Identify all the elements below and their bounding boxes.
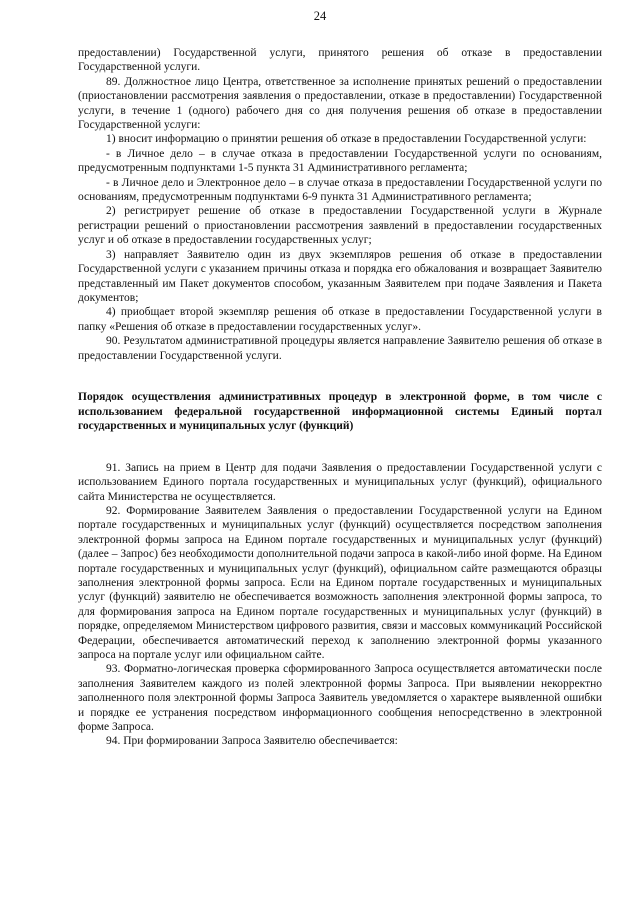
paragraph-93: 93. Форматно-логическая проверка сформированного Запроса осуществляется автоматически после заполнения Заявителем каждого из полей электронной формы Запроса. При выявлении некорректно заполненного поля электронной формы Запроса Заявитель уведомляется о характере выявленной ошибки и порядке ее устранения посредством информационного сообщения непосредственно в электронной форме Запроса. bbox=[78, 663, 602, 734]
paragraph-continuation: предоставлении) Государственной услуги, принятого решения об отказе в предоставлении Государственной услуги. bbox=[78, 47, 602, 74]
paragraph-89-item-3: 3) направляет Заявителю один из двух экземпляров решения об отказе в предоставлении Государственной услуги с указанием причины отказа и порядка его обжалования и возвращает Заявителю представленный им Пакет документов способом, указанным Заявителем при подаче Заявления и Пакета документов; bbox=[78, 248, 602, 304]
paragraph-89-item-1-sub-b: - в Личное дело и Электронное дело – в случае отказа в предоставлении Государственной услуги по основаниям, предусмотренным подпунктами 6-9 пункта 31 Административного регламента; bbox=[78, 176, 602, 204]
paragraph-89-item-4: 4) приобщает второй экземпляр решения об отказе в предоставлении Государственной услуги в папку «Решения об отказе в предоставлении государственных услуг». bbox=[78, 306, 602, 333]
paragraph-89-item-1-sub-a: - в Личное дело – в случае отказа в предоставлении Государственной услуги по основаниям, предусмотренным подпунктами 1-5 пункта 31 Административного регламента; bbox=[78, 147, 602, 175]
paragraph-94: 94. При формировании Запроса Заявителю обеспечивается: bbox=[106, 735, 398, 748]
paragraph-89: 89. Должностное лицо Центра, ответственное за исполнение принятых решений о предоставлении (приостановлении рассмотрения заявления о предоставлении, отказе в предоставлении) Государственной услуги, в течение 1 (одного) рабочего дня со дня получения решения об отказе в предоставлении Государственной услуги: bbox=[78, 75, 602, 132]
paragraph-92: 92. Формирование Заявителем Заявления о предоставлении Государственной услуги на Едином портале государственных и муниципальных услуг (функций) осуществляется посредством заполнения электронной формы запроса на Едином портале государственных и муниципальных услуг (функций) (далее – Запрос) без необходимости дополнительной подачи запроса в какой-либо иной форме. На Едином портале государственных и муниципальных услуг (функций), официальном сайте размещаются образцы заполнения электронной формы запроса. Если на Едином портале государственных и муниципальных услуг (функций) заявителю не обеспечивается возможность заполнения электронной формы запроса, то для формирования запроса на Едином портале государственных и муниципальных услуг (функций) в порядке, определяемом Министерством цифрового развития, связи и массовых коммуникаций Российской Федерации, обеспечивается автоматический переход к заполнению электронной формы указанного запроса на портале услуг или официальном сайте. bbox=[78, 504, 602, 661]
section-heading: Порядок осуществления административных процедур в электронной форме, в том числе с использованием федеральной государственной информационной системы Единый портал государственных и муниципальных услуг (функций) bbox=[78, 390, 602, 433]
document-body bbox=[78, 46, 602, 749]
paragraph-91: 91. Запись на прием в Центр для подачи Заявления о предоставлении Государственной услуги с использованием Единого портала государственных и муниципальных услуг (функций), официального сайта Министерства не осуществляется. bbox=[78, 461, 602, 503]
paragraph-89-item-1: 1) вносит информацию о принятии решения об отказе в предоставлении Государственной услуги: bbox=[106, 133, 587, 146]
page-number: 24 bbox=[313, 9, 327, 23]
paragraph-90: 90. Результатом административной процедуры является направление Заявителю решения об отказе в предоставлении Государственной услуги. bbox=[78, 335, 602, 362]
paragraph-89-item-2: 2) регистрирует решение об отказе в предоставлении Государственной услуги в Журнале регистрации решений о приостановлении рассмотрения заявлений в предоставлении государственных услуг и об отказе в предоставлении государственных услуг; bbox=[78, 205, 602, 247]
